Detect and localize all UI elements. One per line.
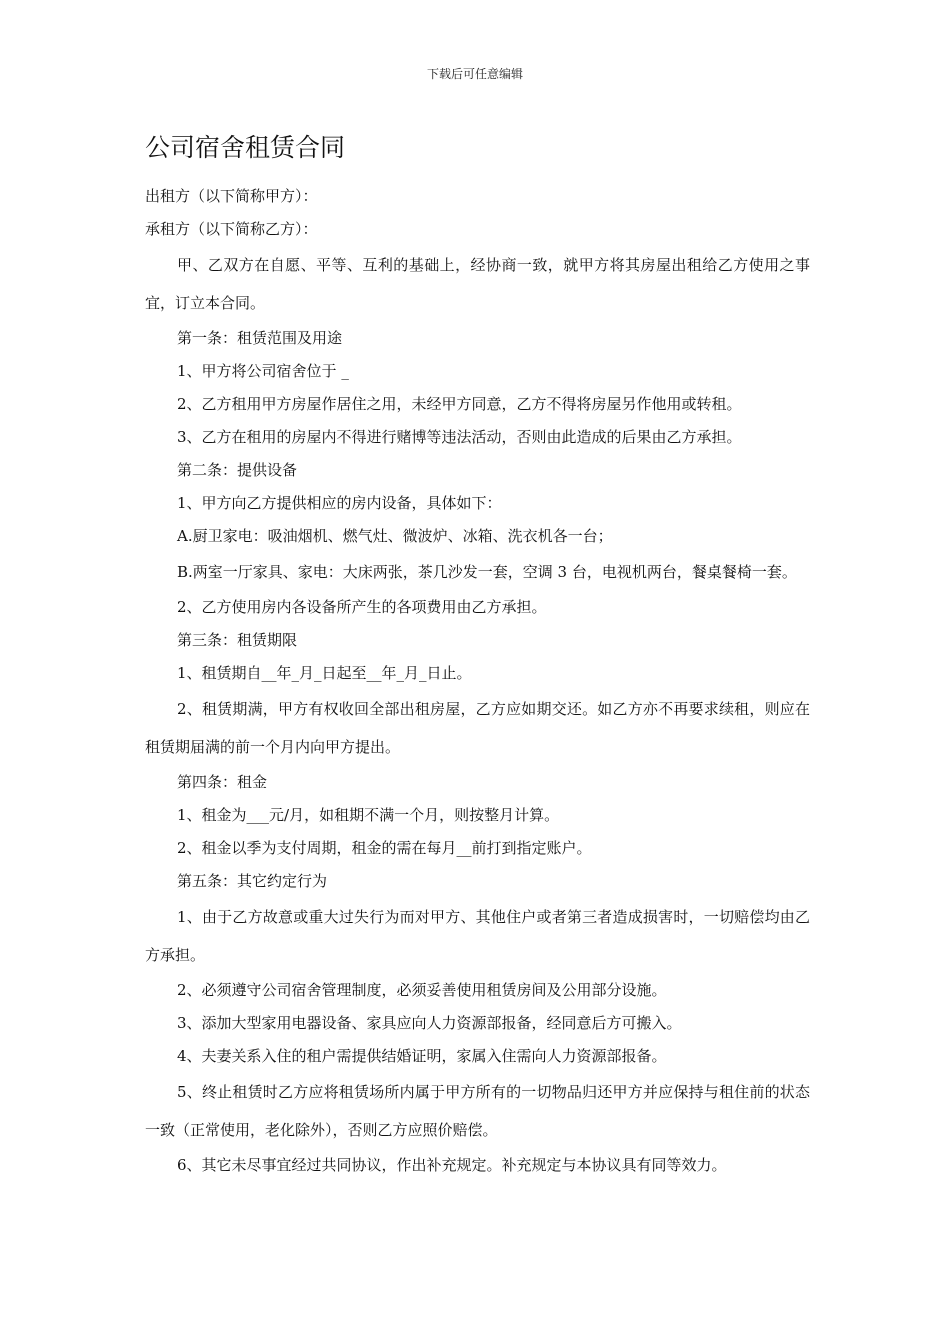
paragraph-list [145,180,810,1182]
paragraph: 4、夫妻关系入住的租户需提供结婚证明，家属入住需向人力资源部报备。 [177,1047,667,1065]
paragraph: 出租方（以下简称甲方）： [145,187,318,205]
paragraph: 1、租赁期自__年_月_日起至__年_月_日止。 [177,664,472,682]
paragraph: 2、租赁期满，甲方有权收回全部出租房屋，乙方应如期交还。如乙方亦不再要求续租，则应在租赁期届满的前一个月内向甲方提出。 [145,700,810,756]
paragraph: 第四条：租金 [177,773,268,791]
document-body [145,128,810,1182]
paragraph: 2、必须遵守公司宿舍管理制度，必须妥善使用租赁房间及公用部分设施。 [177,981,667,999]
page-header: 下载后可任意编辑 [426,67,523,81]
paragraph: 第二条：提供设备 [177,461,298,479]
paragraph: 2、乙方租用甲方房屋作居住之用，未经甲方同意，乙方不得将房屋另作他用或转租。 [177,395,742,413]
document-title: 公司宿舍租赁合同 [145,133,346,162]
paragraph: B.两室一厅家具、家电：大床两张，茶几沙发一套，空调 3 台，电视机两台，餐桌餐椅一套。 [177,563,797,581]
paragraph: 第一条：租赁范围及用途 [177,329,343,347]
paragraph: 甲、乙双方在自愿、平等、互利的基础上，经协商一致，就甲方将其房屋出租给乙方使用之事宜，订立本合同。 [145,256,810,312]
paragraph: 1、甲方向乙方提供相应的房内设备，具体如下： [177,494,502,512]
paragraph: 承租方（以下简称乙方）： [145,220,318,238]
paragraph: 1、由于乙方故意或重大过失行为而对甲方、其他住户或者第三者造成损害时，一切赔偿均由乙方承担。 [145,908,810,964]
paragraph: 6、其它未尽事宜经过共同协议，作出补充规定。补充规定与本协议具有同等效力。 [177,1156,727,1174]
paragraph: 2、乙方使用房内各设备所产生的各项费用由乙方承担。 [177,598,547,616]
paragraph: 第五条：其它约定行为 [177,872,328,890]
paragraph: 3、添加大型家用电器设备、家具应向人力资源部报备，经同意后方可搬入。 [177,1014,682,1032]
paragraph: 3、乙方在租用的房屋内不得进行赌博等违法活动，否则由此造成的后果由乙方承担。 [177,428,742,446]
paragraph: 第三条：租赁期限 [177,631,298,649]
paragraph: A.厨卫家电：吸油烟机、燃气灶、微波炉、冰箱、洗衣机各一台； [177,527,613,545]
paragraph: 1、甲方将公司宿舍位于 _ [177,362,349,380]
paragraph: 1、租金为___元/月，如租期不满一个月，则按整月计算。 [177,806,560,824]
paragraph: 2、租金以季为支付周期，租金的需在每月__前打到指定账户。 [177,839,592,857]
paragraph: 5、终止租赁时乙方应将租赁场所内属于甲方所有的一切物品归还甲方并应保持与租住前的状态一致（正常使用，老化除外），否则乙方应照价赔偿。 [145,1083,810,1139]
